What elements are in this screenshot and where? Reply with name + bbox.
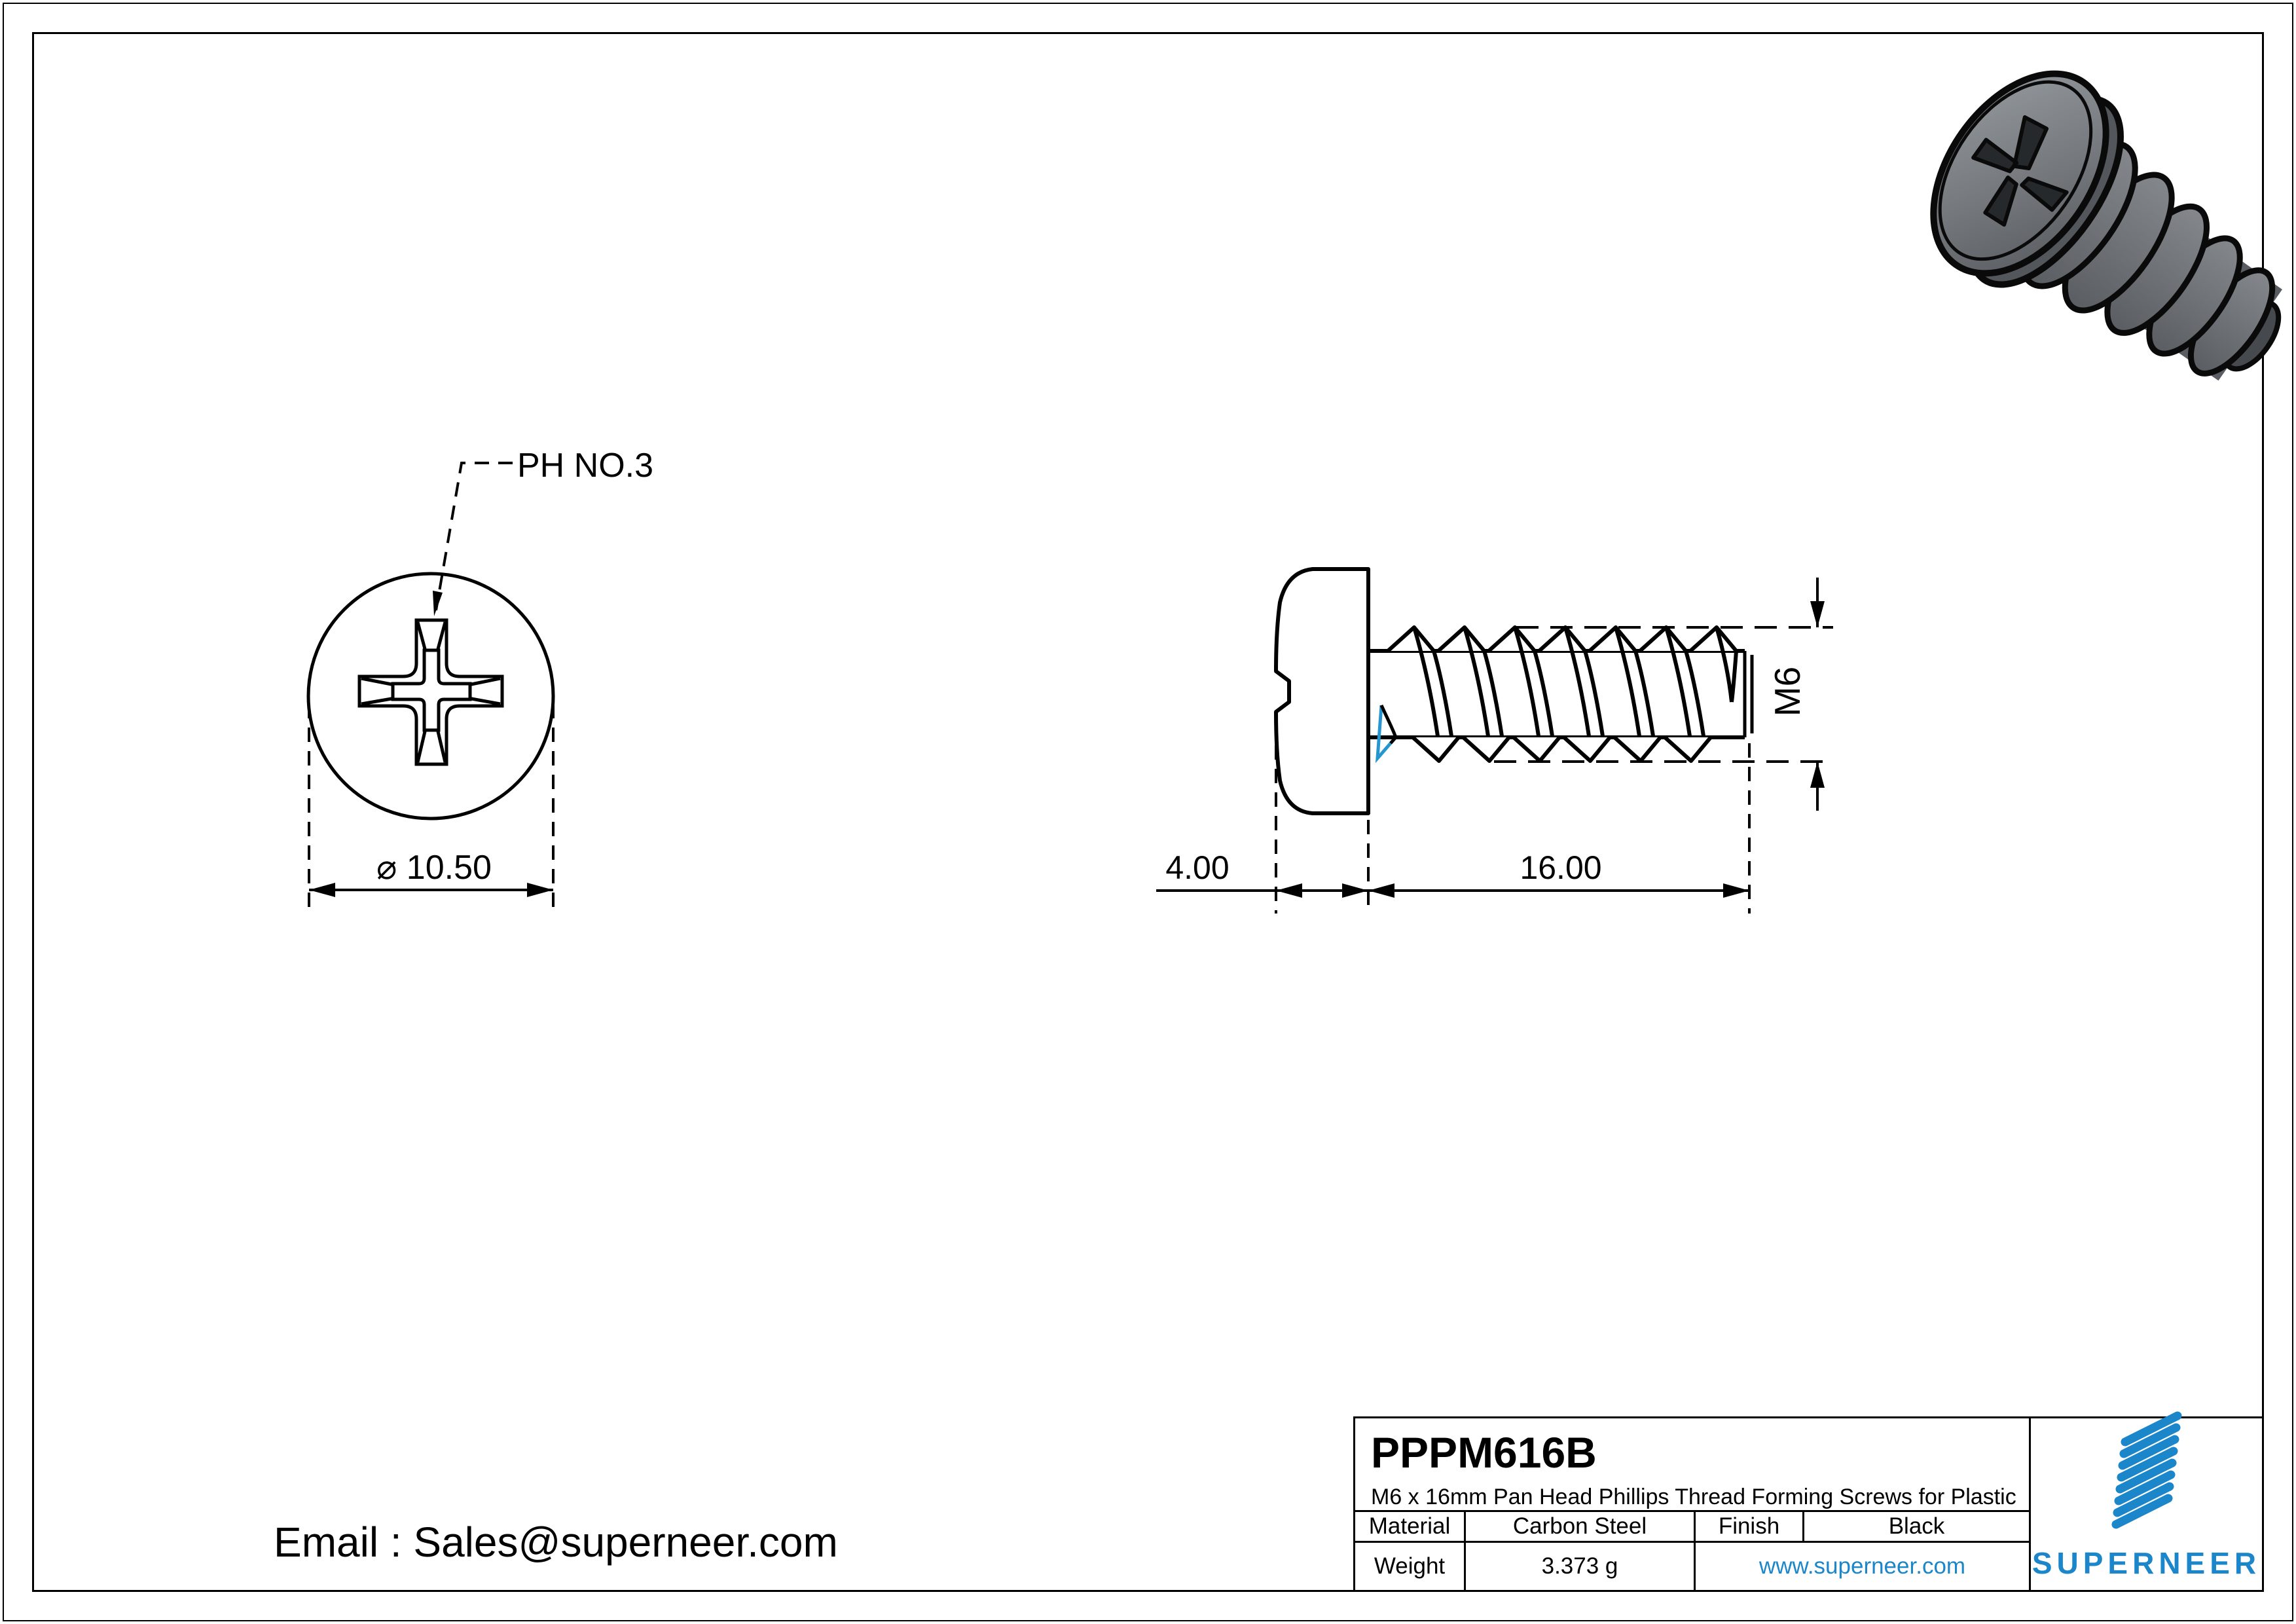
brand-cell xyxy=(2029,1418,2262,1590)
dimension-arrowhead-icon xyxy=(1723,883,1749,898)
shank-end-face xyxy=(1745,651,1752,737)
thread-bottom-crests xyxy=(1413,737,1711,761)
dimension-arrowhead-icon xyxy=(309,883,335,897)
title-block-header xyxy=(1355,1418,2029,1510)
callout-leader-line xyxy=(436,463,513,610)
head-height-dimension-label: 4.00 xyxy=(1165,849,1230,886)
part-description: M6 x 16mm Pan Head Phillips Thread Forming Screws for Plastic xyxy=(1371,1485,2016,1510)
callout-arrowhead-icon xyxy=(433,591,443,616)
brand-wordmark: SUPERNEER xyxy=(2032,1546,2261,1580)
dimension-arrowhead-icon xyxy=(527,883,553,897)
phillips-callout-label: PH NO.3 xyxy=(517,447,654,485)
phillips-recess-taper-lines xyxy=(361,622,500,762)
finish-value: Black xyxy=(1802,1512,2029,1541)
weight-website-row xyxy=(1355,1541,2029,1590)
3d-screw-render xyxy=(1898,42,2296,438)
material-finish-row xyxy=(1355,1510,2029,1541)
dimension-arrowhead-icon xyxy=(1368,883,1394,898)
diameter-dimension-label: ⌀ 10.50 xyxy=(376,849,492,887)
contact-email: Email : Sales@superneer.com xyxy=(274,1519,838,1566)
finish-label: Finish xyxy=(1694,1512,1802,1541)
front-view xyxy=(308,447,653,907)
thread-size-dimension-label: M6 xyxy=(1767,666,1808,717)
material-value: Carbon Steel xyxy=(1464,1512,1694,1541)
weight-value: 3.373 g xyxy=(1464,1543,1694,1590)
dimension-arrowhead-icon xyxy=(1810,601,1825,627)
title-block-left xyxy=(1355,1418,2029,1590)
phillips-recess-inner-outline xyxy=(393,650,470,730)
thread-top-crests xyxy=(1388,627,1736,651)
title-block xyxy=(1353,1416,2264,1592)
side-view xyxy=(1156,569,1833,913)
dimension-arrowhead-icon xyxy=(1810,762,1825,788)
dimension-arrowhead-icon xyxy=(1276,883,1302,898)
material-label: Material xyxy=(1368,1513,1451,1540)
screw-head-profile xyxy=(1276,569,1368,813)
phillips-recess-outer-outline xyxy=(359,620,502,764)
part-number: PPPM616B xyxy=(1371,1428,1597,1477)
superneer-logo-icon xyxy=(2098,1404,2196,1528)
head-circle-outline xyxy=(308,574,553,819)
length-dimension-label: 16.00 xyxy=(1520,849,1602,886)
weight-label: Weight xyxy=(1374,1553,1446,1579)
dimension-arrowhead-icon xyxy=(1342,883,1368,898)
website-link[interactable]: www.superneer.com xyxy=(1694,1543,2029,1590)
